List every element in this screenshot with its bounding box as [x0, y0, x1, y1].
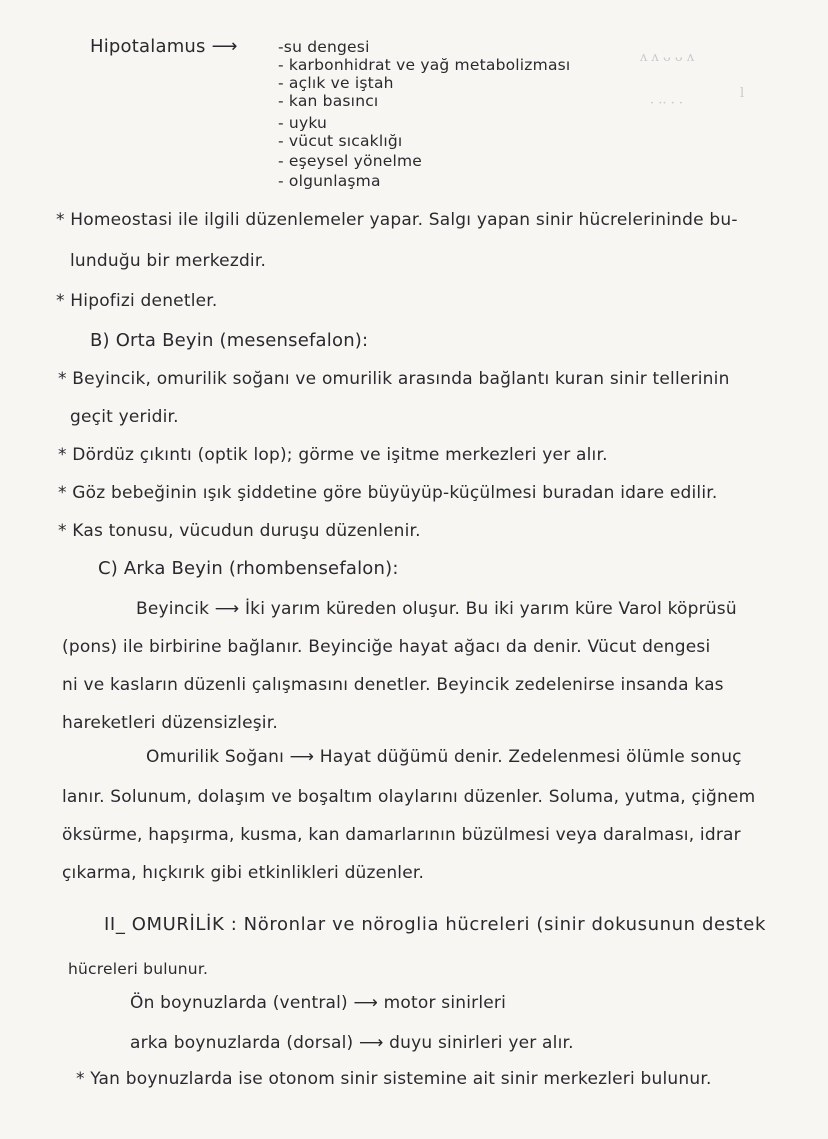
hypothalamus-label: Hipotalamus ⟶ — [90, 36, 238, 57]
text-line: lunduğu bir merkezdir. — [70, 251, 267, 271]
hypothalamus-item: - uyku — [278, 114, 328, 132]
text-line: hücreleri bulunur. — [68, 960, 209, 978]
bleed-through-mark: · ·· · · — [650, 96, 684, 111]
text-line: geçit yeridir. — [70, 407, 179, 427]
text-line: (pons) ile birbirine bağlanır. Beyinciğe hayat ağacı da denir. Vücut dengesi — [62, 637, 711, 657]
hypothalamus-item: - açlık ve iştah — [278, 74, 394, 92]
text-line: Beyincik ⟶ İki yarım küreden oluşur. Bu iki yarım küre Varol köprüsü — [136, 599, 737, 619]
text-line: * Kas tonusu, vücudun duruşu düzenlenir. — [58, 521, 421, 541]
bleed-through-mark: ᴧ ᴧ ᴗ ᴗ ᴧ — [640, 50, 695, 65]
text-line: ni ve kasların düzenli çalışmasını denetler. Beyincik zedelenirse insanda kas — [62, 675, 724, 695]
hypothalamus-item: - eşeysel yönelme — [278, 152, 423, 170]
text-line: * Yan boynuzlarda ise otonom sinir sistemine ait sinir merkezleri bulunur. — [76, 1069, 712, 1089]
text-line: Ön boynuzlarda (ventral) ⟶ motor sinirleri — [130, 993, 507, 1013]
right-arrow-icon: ⟶ — [211, 36, 238, 57]
section-heading: II_ OMURİLİK : Nöronlar ve nöroglia hücreleri (sinir dokusunun destek — [104, 914, 767, 935]
hypothalamus-item: - kan basıncı — [278, 92, 379, 110]
text-line: * Dördüz çıkıntı (optik lop); görme ve işitme merkezleri yer alır. — [58, 445, 608, 465]
section-heading: C) Arka Beyin (rhombensefalon): — [98, 558, 399, 579]
hypothalamus-item: -su dengesi — [278, 38, 370, 56]
text-line: çıkarma, hıçkırık gibi etkinlikleri düzenler. — [62, 863, 425, 883]
text-line: öksürme, hapşırma, kusma, kan damarlarının büzülmesi veya daralması, idrar — [62, 825, 741, 845]
text-line: * Homeostasi ile ilgili düzenlemeler yapar. Salgı yapan sinir hücrelerininde bu- — [56, 210, 738, 230]
text-line: arka boynuzlarda (dorsal) ⟶ duyu sinirleri yer alır. — [130, 1033, 574, 1053]
text-line: hareketleri düzensizleşir. — [62, 713, 278, 733]
text-line: lanır. Solunum, dolaşım ve boşaltım olaylarını düzenler. Soluma, yutma, çiğnem — [62, 787, 756, 807]
bleed-through-mark: ⅼ — [740, 86, 745, 101]
section-heading: B) Orta Beyin (mesensefalon): — [90, 330, 369, 351]
hypothalamus-item: - karbonhidrat ve yağ metabolizması — [278, 56, 571, 74]
text-line: * Göz bebeğinin ışık şiddetine göre büyüyüp-küçülmesi buradan idare edilir. — [58, 483, 718, 503]
text-line: Omurilik Soğanı ⟶ Hayat düğümü denir. Zedelenmesi ölümle sonuç — [146, 747, 742, 767]
text-line: * Hipofizi denetler. — [56, 291, 218, 311]
text-line: * Beyincik, omurilik soğanı ve omurilik arasında bağlantı kuran sinir tellerinin — [58, 369, 730, 389]
hypothalamus-item: - vücut sıcaklığı — [278, 132, 403, 150]
hypothalamus-item: - olgunlaşma — [278, 172, 381, 190]
